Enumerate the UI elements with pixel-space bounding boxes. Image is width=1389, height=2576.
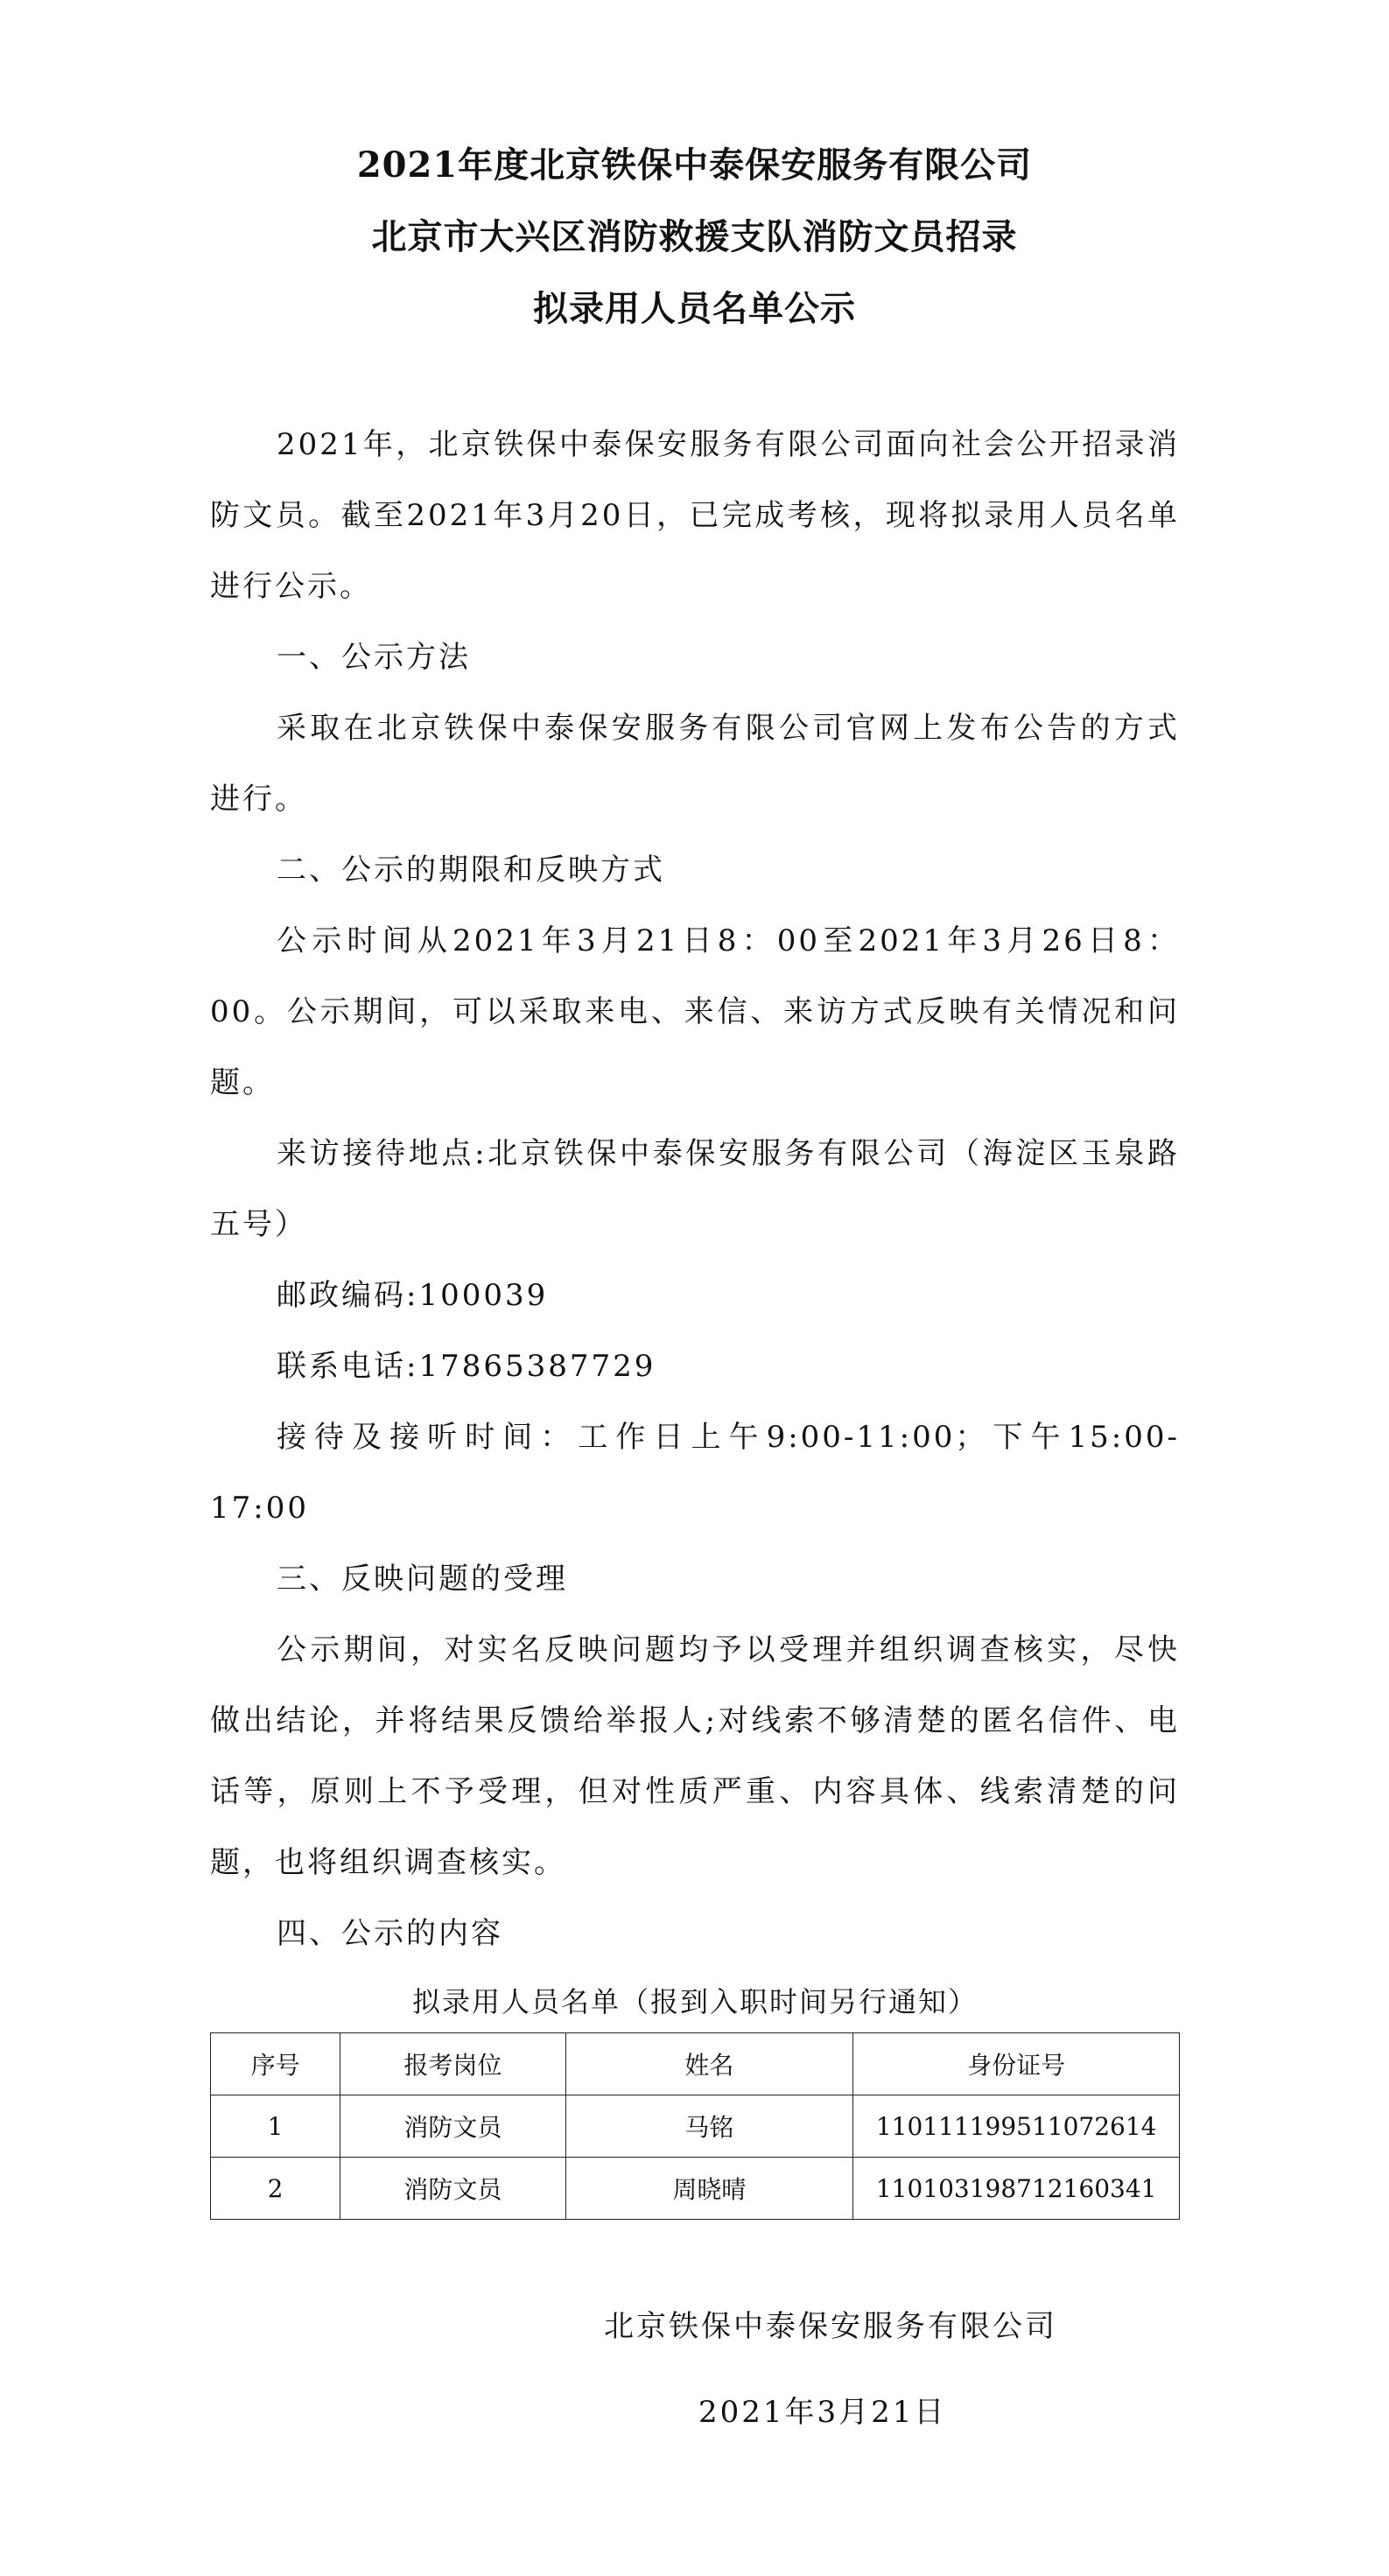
section-heading-period: 二、公示的期限和反映方式	[277, 853, 665, 888]
cell-name: 周晓晴	[565, 2158, 853, 2220]
signature-date: 2021年3月21日	[698, 2395, 947, 2430]
reception-hours: 接待及接听时间：工作日上午9:00-11:00；下午15:00-17:00	[210, 1420, 1180, 1526]
table-row	[211, 2158, 1180, 2220]
title-line-1: 2021年度北京铁保中泰保安服务有限公司	[356, 144, 1033, 186]
visit-address: 来访接待地点:北京铁保中泰保安服务有限公司（海淀区玉泉路五号）	[210, 1136, 1180, 1242]
postal-code: 邮政编码:100039	[277, 1278, 549, 1313]
cell-serial: 1	[211, 2095, 340, 2158]
handling-paragraph: 公示期间，对实名反映问题均予以受理并组织调查核实，尽快做出结论，并将结果反馈给举报人;对线索不够清楚的匿名信件、电话等，原则上不予受理，但对性质严重、内容具体、线索清楚的问题，也将组织调查核实。	[210, 1632, 1180, 1880]
document-title	[0, 130, 1389, 345]
intro-paragraph: 2021年，北京铁保中泰保安服务有限公司面向社会公开招录消防文员。截至2021年3月20日，已完成考核，现将拟录用人员名单进行公示。	[210, 427, 1180, 604]
section-heading-content: 四、公示的内容	[277, 1916, 503, 1951]
cell-name: 马铭	[565, 2095, 853, 2158]
signature-organization: 北京铁保中泰保安服务有限公司	[604, 2309, 1057, 2344]
title-line-2: 北京市大兴区消防救援支队消防文员招录	[371, 216, 1018, 257]
table-row	[211, 2095, 1180, 2158]
cell-serial: 2	[211, 2158, 340, 2220]
header-serial: 序号	[211, 2033, 340, 2095]
table-header-row	[211, 2033, 1180, 2095]
header-position: 报考岗位	[340, 2033, 565, 2095]
header-id-number: 身份证号	[853, 2033, 1180, 2095]
cell-position: 消防文员	[340, 2095, 565, 2158]
header-name: 姓名	[565, 2033, 853, 2095]
candidate-table	[210, 2032, 1180, 2220]
document-body	[210, 410, 1180, 2220]
section-heading-handling: 三、反映问题的受理	[277, 1562, 568, 1597]
table-caption: 拟录用人员名单（报到入职时间另行通知）	[411, 1985, 978, 2018]
period-paragraph: 公示时间从2021年3月21日8：00至2021年3月26日8：00。公示期间，可以采取来电、来信、来访方式反映有关情况和问题。	[210, 923, 1180, 1100]
method-paragraph: 采取在北京铁保中泰保安服务有限公司官网上发布公告的方式进行。	[210, 711, 1180, 817]
cell-id-number: 110111199511072614	[853, 2095, 1180, 2158]
section-heading-method: 一、公示方法	[277, 640, 471, 675]
contact-phone: 联系电话:17865387729	[277, 1349, 656, 1384]
title-line-3: 拟录用人员名单公示	[533, 288, 856, 329]
cell-id-number: 110103198712160341	[853, 2158, 1180, 2220]
cell-position: 消防文员	[340, 2158, 565, 2220]
